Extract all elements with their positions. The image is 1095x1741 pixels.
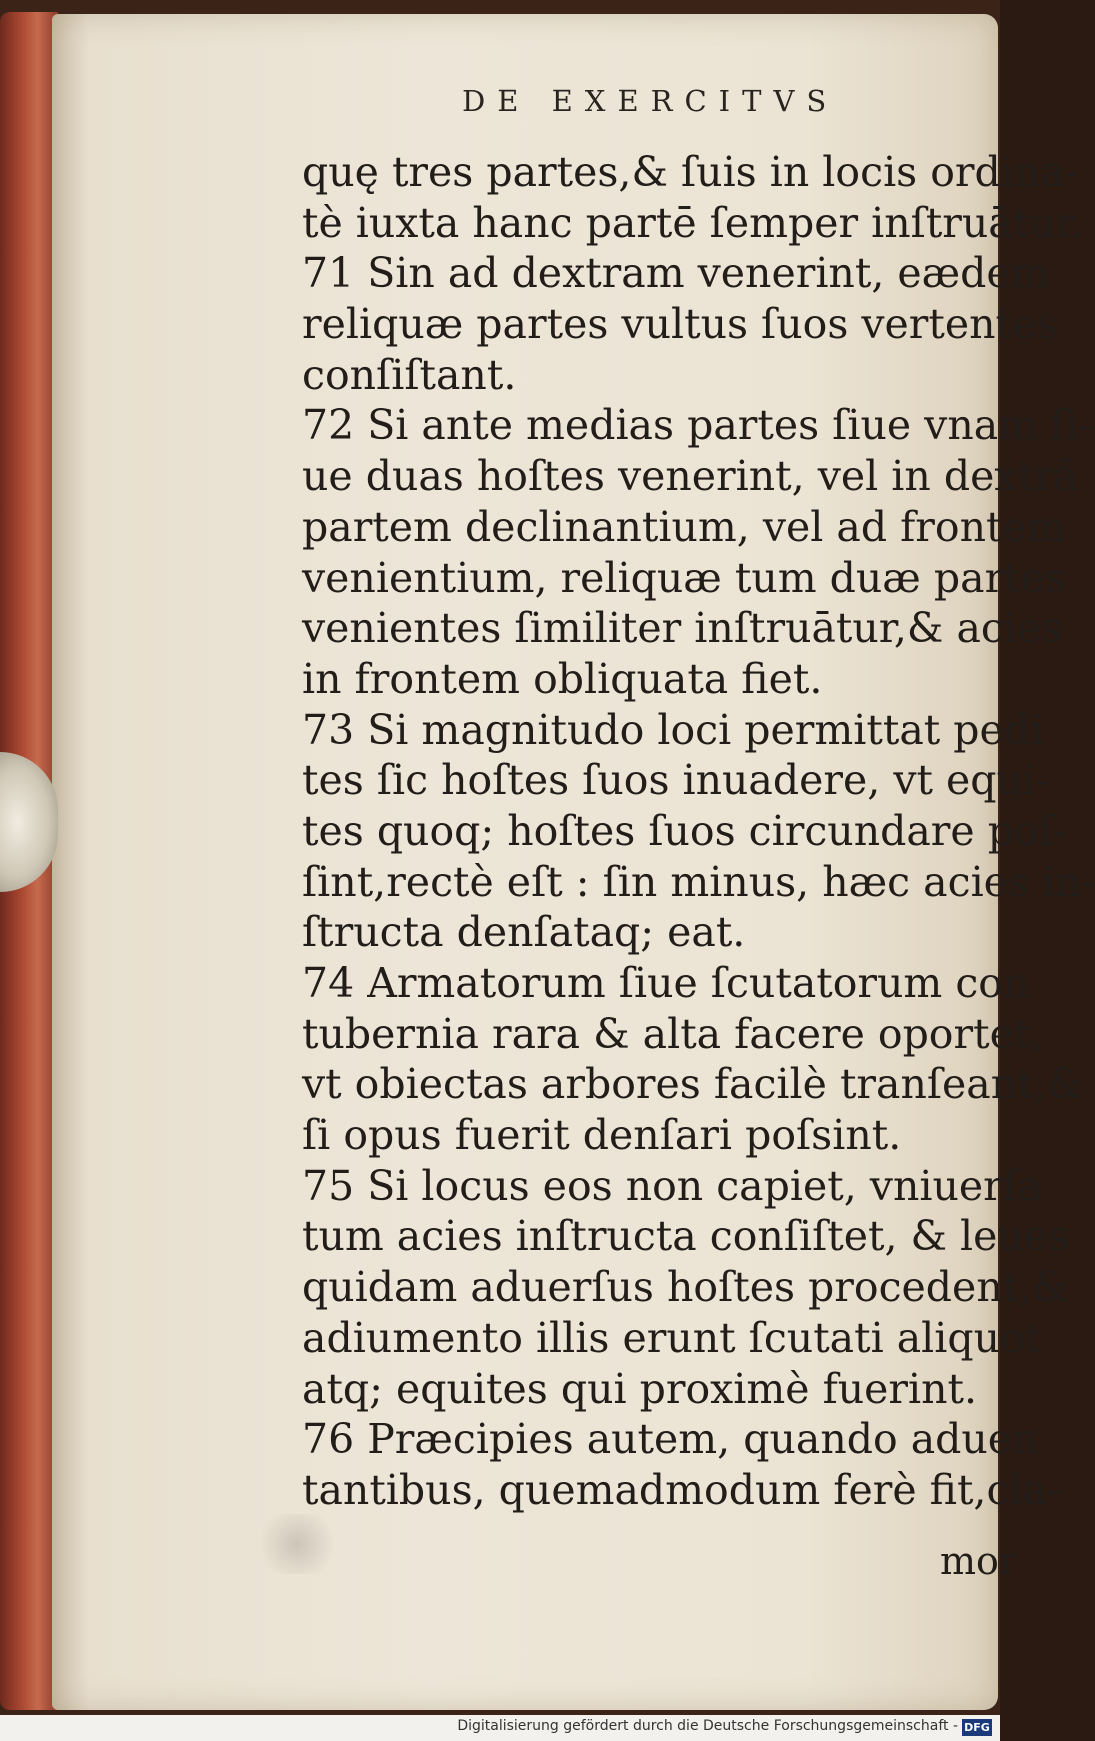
text-line: tum acies inſtructa conſiſtet, & leues (302, 1212, 1070, 1261)
paper-stain (252, 1514, 342, 1574)
text-line: quę tres partes,& ſuis in locis ordina- (302, 148, 1079, 196)
text-line: 72 Si ante medias partes ſiue vnam ſi- (302, 401, 1093, 450)
text-line: atq; equites qui proximè fuerint. (302, 1364, 978, 1413)
text-line: partem declinantium, vel ad frontem (302, 502, 1066, 551)
text-line: conſiſtant. (302, 350, 517, 399)
text-line: ſi opus fuerit denſari poſsint. (302, 1111, 902, 1160)
text-line: venientes ſimiliter inſtruātur,& acies (302, 604, 1063, 653)
text-line: 75 Si locus eos non capiet, vniuerſa (302, 1161, 1043, 1210)
text-line: vt obiectas arbores facilè tranſeant,& (302, 1060, 1084, 1109)
funding-credit: Digitalisierung gefördert durch die Deutsche Forschungsgemeinschaft - (457, 1718, 958, 1734)
text-line: tes quoq; hoſtes ſuos circundare poſ- (302, 806, 1068, 855)
text-line: ue duas hoſtes venerint, vel in dextrā (302, 452, 1078, 501)
text-line: 71 Sin ad dextram venerint, eædem (302, 249, 1050, 298)
catchword: mor (940, 1539, 1018, 1583)
text-line: ſtructa denſataq; eat. (302, 908, 746, 957)
text-block (302, 147, 1095, 1516)
text-line: ſint,rectè eſt : ſin minus, hæc acies in- (302, 857, 1095, 906)
book-page (52, 14, 1095, 1710)
text-line: adiumento illis erunt ſcutati aliquot (302, 1313, 1042, 1362)
footer-bar (0, 1715, 1000, 1741)
text-line: venientium, reliquæ tum duæ partes (302, 553, 1066, 602)
text-line: tè iuxta hanc partē ſemper inſtruātur. (302, 198, 1084, 247)
text-line: in frontem obliquata fiet. (302, 654, 823, 703)
text-line: reliquæ partes vultus ſuos vertentes (302, 300, 1058, 349)
text-line: tubernia rara & alta facere oportet, (302, 1009, 1044, 1058)
text-line: tes ſic hoſtes ſuos inuadere, vt equi- (302, 756, 1050, 805)
text-line: 73 Si magnitudo loci permittat pedi (302, 705, 1044, 754)
text-line: 76 Præcipies autem, quando aduen (302, 1415, 1039, 1464)
dfg-logo: DFG (962, 1719, 992, 1736)
text-line: quidam aduerſus hoſtes procedent,& (302, 1263, 1069, 1312)
running-head: DE EXERCITVS (462, 84, 839, 118)
text-line: 74 Armatorum ſiue ſcutatorum con (302, 959, 1030, 1007)
text-line: tantibus, quemadmodum ferè fit,cla- (302, 1465, 1061, 1514)
